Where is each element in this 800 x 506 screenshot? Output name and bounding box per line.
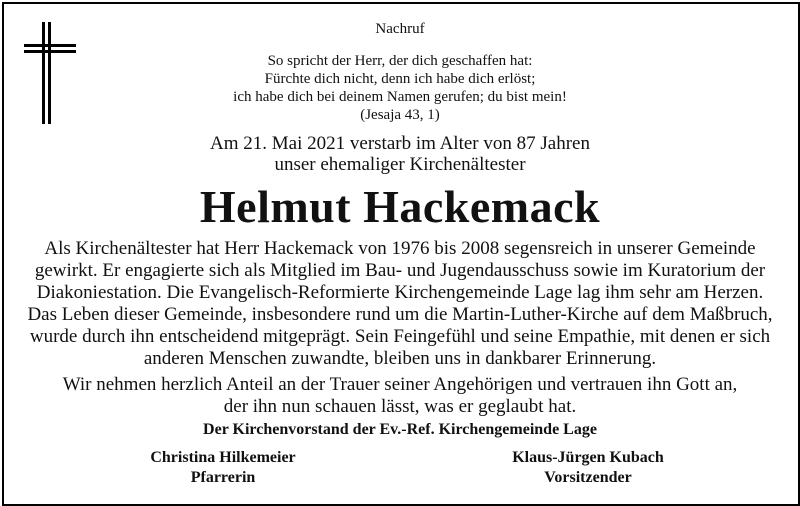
scripture-line: ich habe dich bei deinem Namen gerufen; du bist mein! [233, 89, 567, 105]
deceased-name: Helmut Hackemack [199, 181, 601, 232]
tribute-line: Das Leben dieser Gemeinde, insbesondere rund um die Martin-Luther-Kirche auf dem Maßbruch, [27, 304, 773, 325]
scripture-reference: (Jesaja 43, 1) [360, 107, 440, 123]
announcement-line: unser ehemaliger Kirchenältester [274, 154, 526, 175]
notice-title: Nachruf [375, 21, 425, 37]
signatory-role: Pfarrerin [190, 469, 256, 486]
signatory-role: Vorsitzender [544, 469, 632, 486]
signatory-name: Klaus-Jürgen Kubach [512, 449, 664, 466]
tribute-line: Diakoniestation. Die Evangelisch-Reformierte Kirchengemeinde Lage lag ihm sehr am Herzen. [36, 282, 764, 303]
tribute-line: Als Kirchenältester hat Herr Hackemack von 1976 bis 2008 segensreich in unserer Gemeinde [44, 238, 756, 259]
organization-name: Der Kirchenvorstand der Ev.-Ref. Kirchengemeinde Lage [203, 421, 597, 438]
condolence-line: der ihn nun schauen lässt, was er geglaubt hat. [223, 396, 577, 417]
condolence-line: Wir nehmen herzlich Anteil an der Trauer seiner Angehörigen und vertrauen ihn Gott an, [62, 374, 738, 395]
tribute-line: wurde durch ihn entscheidend mitgeprägt. Sein Feingefühl und seine Empathie, mit denen er sich [29, 326, 771, 347]
tribute-line: gewirkt. Er engagierte sich als Mitglied im Bau- und Jugendausschuss sowie im Kuratorium der [34, 260, 766, 281]
signatory-name: Christina Hilkemeier [150, 449, 296, 466]
tribute-line: anderen Menschen zuwandte, bleiben uns in dankbarer Erinnerung. [143, 348, 657, 369]
announcement-line: Am 21. Mai 2021 verstarb im Alter von 87 Jahren [210, 133, 590, 154]
scripture-line: So spricht der Herr, der dich geschaffen hat: [267, 53, 533, 69]
scripture-line: Fürchte dich nicht, denn ich habe dich erlöst; [264, 71, 536, 87]
